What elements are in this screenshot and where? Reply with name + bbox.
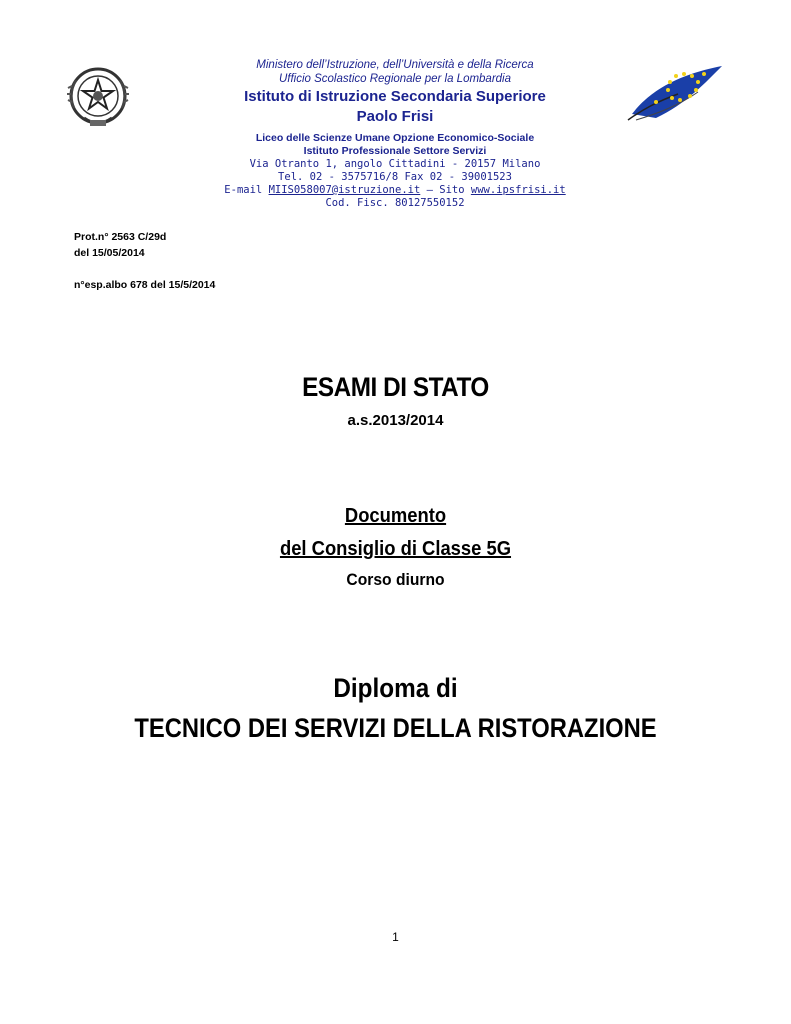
eu-flag-logo-icon [626, 62, 726, 122]
website-link[interactable]: www.ipsfrisi.it [470, 184, 566, 196]
protocol-date: del 15/05/2014 [74, 247, 145, 259]
email-link[interactable]: MIIS058007@istruzione.it [268, 184, 421, 196]
fiscal-code: Cod. Fisc. 80127550152 [325, 197, 465, 209]
school-name: Paolo Frisi [356, 108, 434, 125]
course-type: Corso diurno [346, 570, 445, 589]
regional-office: Ufficio Scolastico Regionale per la Lombardia [278, 73, 512, 85]
contact-line [160, 184, 630, 197]
italian-republic-emblem-icon [66, 64, 130, 130]
email-prefix: E-mail [224, 184, 263, 196]
albo-number: n°esp.albo 678 del 15/5/2014 [74, 279, 216, 291]
site-separator: – Sito [426, 184, 465, 196]
class-council-heading: del Consiglio di Classe 5G [279, 538, 512, 560]
exam-title: ESAMI DI STATO [302, 372, 489, 402]
school-address: Via Otranto 1, angolo Cittadini - 20157 Milano [249, 158, 541, 170]
diploma-heading: Diploma di [333, 673, 458, 703]
page-number: 1 [392, 930, 399, 944]
letterhead [160, 58, 630, 210]
institute-name: Istituto di Istruzione Secondaria Superiore [244, 88, 546, 105]
diploma-title: TECNICO DEI SERVIZI DELLA RISTORAZIONE [134, 713, 657, 743]
phone-fax: Tel. 02 - 3575716/8 Fax 02 - 39001523 [278, 171, 512, 183]
school-year: a.s.2013/2014 [347, 412, 444, 429]
document-heading: Documento [344, 505, 447, 527]
liceo-name: Liceo delle Scienze Umane Opzione Economico-Sociale [255, 132, 535, 144]
ministry-name: Ministero dell’Istruzione, dell’Università e della Ricerca [256, 59, 534, 71]
protocol-number: Prot.n° 2563 C/29d [74, 231, 167, 243]
professional-institute: Istituto Professionale Settore Servizi [303, 145, 487, 157]
